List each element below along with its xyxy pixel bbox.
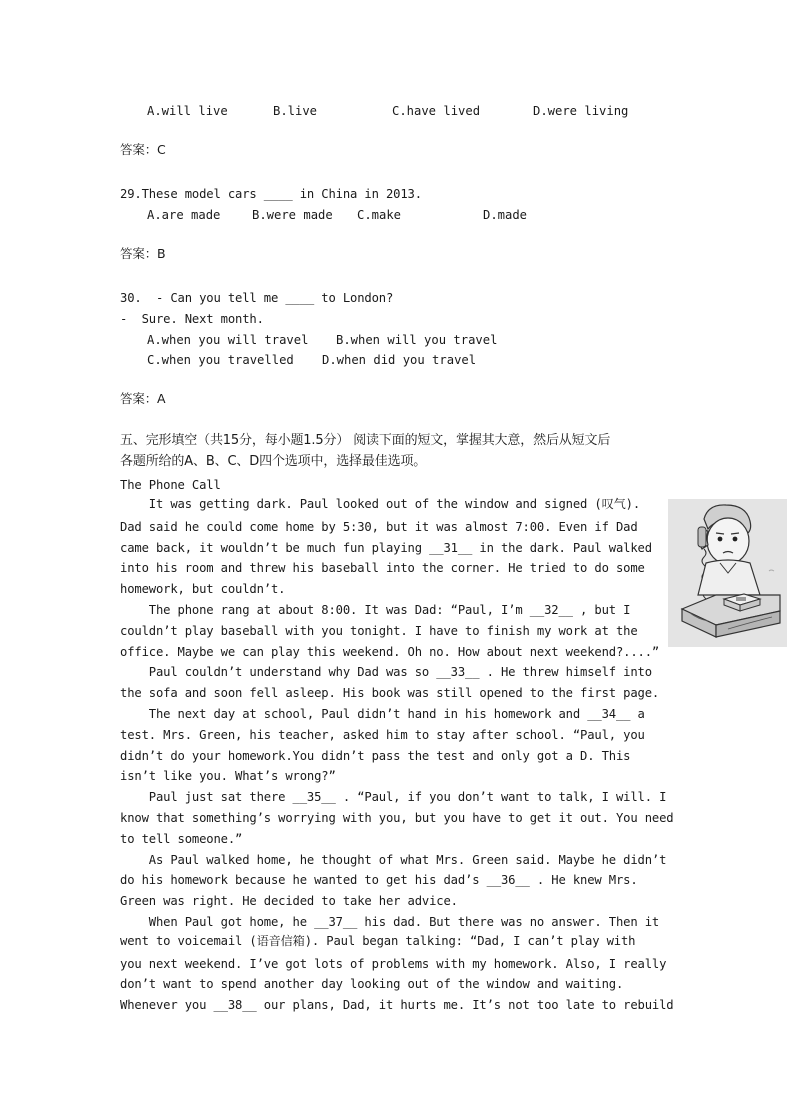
passage-line: office. Maybe we can play this weekend. Oh no. How about next weekend?....” bbox=[120, 645, 660, 659]
q30-answer: 答案：A bbox=[120, 391, 166, 406]
passage-line: Paul just sat there __35__ . “Paul, if you don’t want to talk, I will. I bbox=[120, 790, 667, 804]
passage-line: Paul couldn’t understand why Dad was so __33__ . He threw himself into bbox=[120, 665, 652, 679]
passage-line: went to voicemail (语音信箱). Paul began talking: “Dad, I can’t play with bbox=[120, 934, 636, 948]
passage-line: couldn’t play baseball with you tonight. I have to finish my work at the bbox=[120, 624, 638, 638]
passage-line: As Paul walked home, he thought of what Mrs. Green said. Maybe he didn’t bbox=[120, 853, 667, 867]
passage-line: homework, but couldn’t. bbox=[120, 582, 286, 596]
q30-option-c: C.when you travelled bbox=[147, 353, 294, 367]
passage-line: test. Mrs. Green, his teacher, asked him to stay after school. “Paul, you bbox=[120, 728, 645, 742]
q28-option-c: C.have lived bbox=[392, 104, 481, 118]
q28-option-d: D.were living bbox=[533, 104, 629, 118]
q30-option-d: D.when did you travel bbox=[322, 353, 477, 367]
passage-line: didn’t do your homework.You didn’t pass the test and only got a D. This bbox=[120, 749, 631, 763]
passage-line: Dad said he could come home by 5:30, but it was almost 7:00. Even if Dad bbox=[120, 520, 638, 534]
passage-line: isn’t like you. What’s wrong?” bbox=[120, 769, 336, 783]
q30-reply: - Sure. Next month. bbox=[120, 312, 264, 326]
passage-line: Green was right. He decided to take her advice. bbox=[120, 894, 458, 908]
passage-line: When Paul got home, he __37__ his dad. But there was no answer. Then it bbox=[120, 915, 660, 929]
q28-option-a: A.will live bbox=[147, 104, 228, 118]
passage-line: It was getting dark. Paul looked out of the window and signed (叹气). bbox=[120, 497, 641, 511]
q30-stem: 30. - Can you tell me ____ to London? bbox=[120, 291, 394, 305]
passage-line: do his homework because he wanted to get his dad’s __36__ . He knew Mrs. bbox=[120, 873, 638, 887]
passage-line: The next day at school, Paul didn’t hand in his homework and __34__ a bbox=[120, 707, 645, 721]
passage-line: Whenever you __38__ our plans, Dad, it hurts me. It’s not too late to rebuild bbox=[120, 998, 674, 1012]
passage-line: know that something’s worrying with you, but you have to get it out. You need bbox=[120, 811, 674, 825]
q30-option-a: A.when you will travel bbox=[147, 333, 309, 347]
passage-line: the sofa and soon fell asleep. His book was still opened to the first page. bbox=[120, 686, 660, 700]
section-heading-line-2: 各题所给的A、B、C、D四个选项中，选择最佳选项。 bbox=[120, 454, 427, 469]
q28-answer: 答案：C bbox=[120, 142, 166, 157]
passage-line: came back, it wouldn’t be much fun playing __31__ in the dark. Paul walked bbox=[120, 541, 652, 555]
q28-option-b: B.live bbox=[273, 104, 318, 118]
passage-line: you next weekend. I’ve got lots of problems with my homework. Also, I really bbox=[120, 957, 667, 971]
passage-line: to tell someone.” bbox=[120, 832, 243, 846]
passage-line: don’t want to spend another day looking out of the window and waiting. bbox=[120, 977, 624, 991]
section-heading-line-1: 五、完形填空（共15分，每小题1.5分） 阅读下面的短文，掌握其大意，然后从短文后 bbox=[120, 433, 611, 448]
q29-option-a: A.are made bbox=[147, 208, 221, 222]
passage-title: The Phone Call bbox=[120, 478, 221, 492]
q29-answer: 答案：B bbox=[120, 246, 166, 261]
q30-option-b: B.when will you travel bbox=[336, 333, 498, 347]
q29-option-c: C.make bbox=[357, 208, 402, 222]
boy-on-phone-illustration bbox=[668, 499, 787, 647]
passage-line: The phone rang at about 8:00. It was Dad: “Paul, I’m __32__ , but I bbox=[120, 603, 631, 617]
q29-option-d: D.made bbox=[483, 208, 528, 222]
q29-stem: 29.These model cars ____ in China in 2013. bbox=[120, 187, 422, 201]
q29-option-b: B.were made bbox=[252, 208, 333, 222]
passage-line: into his room and threw his baseball into the corner. He tried to do some bbox=[120, 561, 645, 575]
